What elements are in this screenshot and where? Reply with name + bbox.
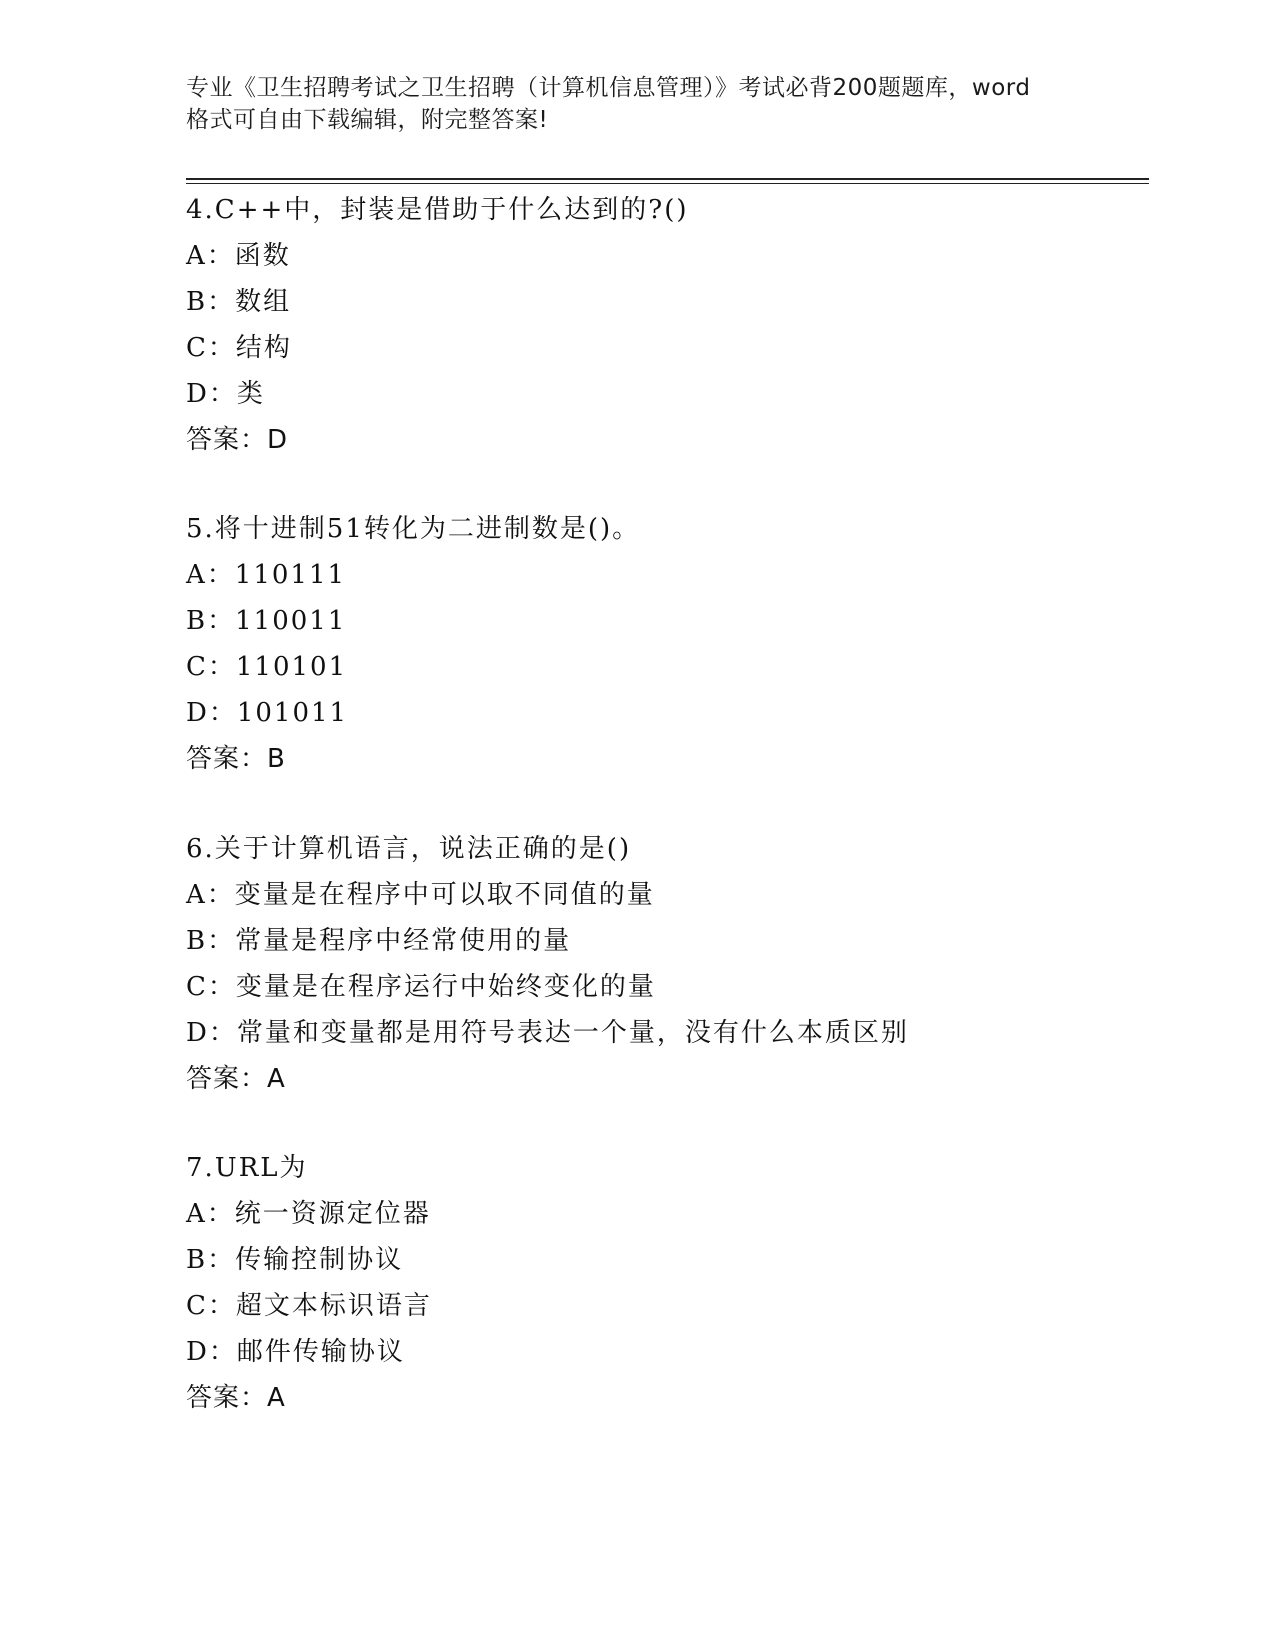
answer-label: 答案：A <box>186 1064 286 1094</box>
title-divider-thick <box>186 178 1149 180</box>
title-divider-thin <box>186 183 1149 184</box>
option-c: C：超文本标识语言 <box>186 1291 432 1321</box>
question-block-7 <box>186 1145 1146 1421</box>
option-d: D：邮件传输协议 <box>186 1337 405 1367</box>
answer-label: 答案：A <box>186 1383 286 1413</box>
question-stem: 5.将十进制51转化为二进制数是()。 <box>186 514 641 544</box>
question-block-5 <box>186 506 1146 782</box>
option-b: B：传输控制协议 <box>186 1245 404 1275</box>
option-a: A：统一资源定位器 <box>186 1199 431 1229</box>
document-title <box>186 72 1096 136</box>
option-c: C：110101 <box>186 652 348 682</box>
question-block-4 <box>186 187 1146 463</box>
question-block-6 <box>186 826 1146 1102</box>
answer-label: 答案：D <box>186 425 289 455</box>
option-a: A：变量是在程序中可以取不同值的量 <box>186 880 655 910</box>
option-c: C：变量是在程序运行中始终变化的量 <box>186 972 656 1002</box>
title-line-2: 格式可自由下载编辑，附完整答案! <box>186 107 549 133</box>
option-d: D：常量和变量都是用符号表达一个量，没有什么本质区别 <box>186 1018 909 1048</box>
option-a: A：110111 <box>186 560 347 590</box>
option-b: B：110011 <box>186 606 347 636</box>
option-d: D：类 <box>186 379 265 409</box>
option-a: A：函数 <box>186 241 291 271</box>
title-line-1: 专业《卫生招聘考试之卫生招聘（计算机信息管理）》考试必背200题题库，word <box>186 75 1031 101</box>
option-c: C：结构 <box>186 333 292 363</box>
question-stem: 4.C++中，封装是借助于什么达到的?() <box>186 195 689 225</box>
answer-label: 答案：B <box>186 744 286 774</box>
option-b: B：常量是程序中经常使用的量 <box>186 926 572 956</box>
question-stem: 7.URL为 <box>186 1153 308 1183</box>
question-stem: 6.关于计算机语言，说法正确的是() <box>186 834 632 864</box>
option-b: B：数组 <box>186 287 292 317</box>
option-d: D：101011 <box>186 698 349 728</box>
